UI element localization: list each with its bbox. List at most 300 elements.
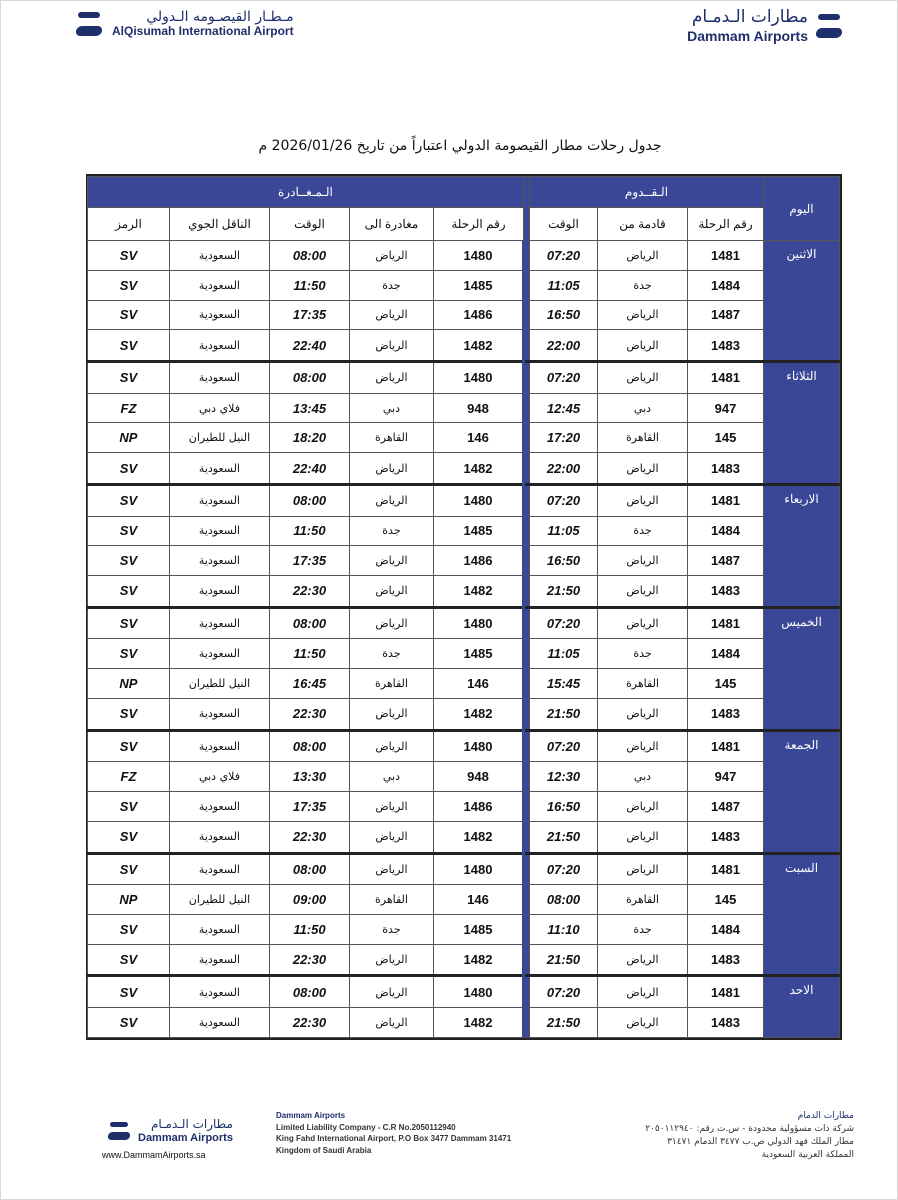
dep-flight-no-cell: 1482	[433, 944, 523, 976]
dep-time-cell: 22:30	[269, 821, 349, 853]
dep-flight-no-cell: 146	[433, 885, 523, 915]
footer-logo-arabic: مطارات الـدمـام	[150, 1117, 233, 1131]
table-row	[87, 270, 839, 300]
dep-to-header: مغادرة الى	[349, 208, 433, 241]
dep-to-cell: الرياض	[349, 241, 433, 271]
dep-time-cell: 17:35	[269, 300, 349, 330]
dep-time-cell: 17:35	[269, 792, 349, 822]
arr-from-cell: دبي	[598, 762, 688, 792]
arr-flight-no-cell: 1481	[688, 241, 764, 271]
dep-time-cell: 08:00	[269, 484, 349, 516]
code-cell: SV	[87, 607, 169, 639]
arr-flight-no-cell: 1483	[688, 821, 764, 853]
dep-time-cell: 22:30	[269, 944, 349, 976]
code-cell: SV	[87, 270, 169, 300]
dep-time-cell: 11:50	[269, 516, 349, 546]
arr-time-cell: 07:20	[529, 607, 597, 639]
carrier-cell: السعودية	[169, 639, 269, 669]
day-cell: الاحد	[764, 976, 840, 1038]
arr-time-cell: 07:20	[529, 976, 597, 1008]
dep-flight-no-cell: 1482	[433, 1008, 523, 1038]
carrier-cell: السعودية	[169, 576, 269, 608]
dep-to-cell: الرياض	[349, 362, 433, 394]
carrier-cell: السعودية	[169, 607, 269, 639]
carrier-cell: النيل للطيران	[169, 423, 269, 453]
arr-flight-no-cell: 145	[688, 423, 764, 453]
arr-flight-no-cell: 145	[688, 885, 764, 915]
arr-from-cell: الرياض	[598, 484, 688, 516]
footer-logo	[100, 1118, 233, 1144]
arr-flight-no-cell: 145	[688, 669, 764, 699]
table-row	[87, 484, 839, 516]
code-cell: SV	[87, 792, 169, 822]
arr-time-cell: 12:45	[529, 393, 597, 423]
footer-en-line: King Fahd International Airport, P.O Box 3477 Dammam 31471	[276, 1134, 512, 1144]
table-row	[87, 1008, 839, 1038]
code-cell: NP	[87, 423, 169, 453]
carrier-cell: السعودية	[169, 792, 269, 822]
arr-flight-no-cell: 1483	[688, 330, 764, 362]
dep-flight-no-cell: 1485	[433, 270, 523, 300]
column-separator	[523, 821, 529, 853]
qisumah-airport-logo	[68, 8, 294, 40]
carrier-cell: السعودية	[169, 976, 269, 1008]
code-cell: SV	[87, 241, 169, 271]
footer-english-address	[276, 1110, 511, 1156]
dep-to-cell: الرياض	[349, 300, 433, 330]
dep-to-cell: جدة	[349, 270, 433, 300]
table-row	[87, 516, 839, 546]
arr-from-cell: الرياض	[598, 241, 688, 271]
arr-from-header: قادمة من	[598, 208, 688, 241]
arr-time-cell: 16:50	[529, 792, 597, 822]
carrier-cell: السعودية	[169, 944, 269, 976]
carrier-cell: السعودية	[169, 1008, 269, 1038]
code-cell: SV	[87, 639, 169, 669]
arr-from-cell: الرياض	[598, 576, 688, 608]
dep-flight-no-cell: 948	[433, 393, 523, 423]
dep-time-cell: 08:00	[269, 853, 349, 885]
arr-from-cell: الرياض	[598, 792, 688, 822]
column-separator	[523, 885, 529, 915]
dep-flight-no-cell: 1480	[433, 976, 523, 1008]
arr-from-cell: الرياض	[598, 362, 688, 394]
dep-flight-no-cell: 1482	[433, 821, 523, 853]
arr-time-cell: 21:50	[529, 821, 597, 853]
dep-time-cell: 13:30	[269, 762, 349, 792]
carrier-cell: السعودية	[169, 362, 269, 394]
arr-from-cell: القاهرة	[598, 885, 688, 915]
arr-time-cell: 12:30	[529, 762, 597, 792]
dep-time-cell: 22:30	[269, 698, 349, 730]
dep-flight-no-cell: 1486	[433, 792, 523, 822]
arr-from-cell: القاهرة	[598, 669, 688, 699]
dep-to-cell: جدة	[349, 639, 433, 669]
table-row	[87, 762, 839, 792]
dep-to-cell: الرياض	[349, 976, 433, 1008]
dep-flight-no-header: رقم الرحلة	[433, 208, 523, 241]
arr-time-cell: 16:50	[529, 300, 597, 330]
table-row	[87, 423, 839, 453]
code-cell: SV	[87, 362, 169, 394]
column-separator	[523, 792, 529, 822]
arr-from-cell: الرياض	[598, 607, 688, 639]
arr-from-cell: الرياض	[598, 300, 688, 330]
arr-flight-no-cell: 1483	[688, 698, 764, 730]
code-cell: SV	[87, 821, 169, 853]
carrier-cell: النيل للطيران	[169, 885, 269, 915]
dep-flight-no-cell: 1482	[433, 698, 523, 730]
footer-logo-english: Dammam Airports	[138, 1131, 233, 1144]
column-separator	[523, 976, 529, 1008]
code-cell: SV	[87, 1008, 169, 1038]
arr-time-cell: 08:00	[529, 885, 597, 915]
arr-from-cell: جدة	[598, 270, 688, 300]
carrier-cell: السعودية	[169, 853, 269, 885]
arr-flight-no-cell: 1484	[688, 270, 764, 300]
arr-time-cell: 11:05	[529, 270, 597, 300]
arr-flight-no-cell: 1487	[688, 546, 764, 576]
dep-flight-no-cell: 1480	[433, 484, 523, 516]
code-cell: SV	[87, 576, 169, 608]
dep-flight-no-cell: 1480	[433, 607, 523, 639]
table-row	[87, 853, 839, 885]
arr-time-cell: 17:20	[529, 423, 597, 453]
dammam-logo-icon	[814, 10, 846, 42]
table-row	[87, 241, 839, 271]
dep-time-cell: 22:30	[269, 1008, 349, 1038]
column-separator	[523, 330, 529, 362]
dep-flight-no-cell: 1482	[433, 576, 523, 608]
table-row	[87, 362, 839, 394]
footer-website: www.DammamAirports.sa	[102, 1150, 206, 1160]
code-header: الرمز	[87, 208, 169, 241]
carrier-cell: فلاي دبي	[169, 762, 269, 792]
dep-time-cell: 16:45	[269, 669, 349, 699]
schedule-title: جدول رحلات مطار القيصومة الدولي اعتباراً من تاريخ 2026/01/26 م	[258, 138, 662, 154]
arr-time-cell: 21:50	[529, 944, 597, 976]
carrier-cell: السعودية	[169, 698, 269, 730]
column-separator	[523, 546, 529, 576]
arr-time-cell: 22:00	[529, 453, 597, 485]
carrier-cell: فلاي دبي	[169, 393, 269, 423]
column-separator	[523, 607, 529, 639]
column-separator	[523, 576, 529, 608]
dep-flight-no-cell: 1486	[433, 546, 523, 576]
day-cell: الاثنين	[764, 241, 840, 362]
dep-time-cell: 09:00	[269, 885, 349, 915]
dep-to-cell: القاهرة	[349, 885, 433, 915]
arrival-header: الـقــدوم	[529, 177, 763, 208]
column-separator	[523, 730, 529, 762]
carrier-cell: النيل للطيران	[169, 669, 269, 699]
day-cell: الثلاثاء	[764, 362, 840, 485]
arr-time-cell: 07:20	[529, 730, 597, 762]
dep-to-cell: الرياض	[349, 546, 433, 576]
dep-to-cell: دبي	[349, 393, 433, 423]
column-separator	[523, 241, 529, 271]
dep-time-cell: 22:30	[269, 576, 349, 608]
arr-flight-no-cell: 1483	[688, 453, 764, 485]
arr-time-cell: 11:10	[529, 914, 597, 944]
dep-flight-no-cell: 1482	[433, 453, 523, 485]
table-row	[87, 393, 839, 423]
arr-from-cell: جدة	[598, 516, 688, 546]
arr-time-cell: 11:05	[529, 639, 597, 669]
code-cell: SV	[87, 330, 169, 362]
arr-flight-no-cell: 1483	[688, 576, 764, 608]
dep-to-cell: الرياض	[349, 484, 433, 516]
code-cell: SV	[87, 914, 169, 944]
footer-en-line: Kingdom of Saudi Arabia	[276, 1145, 372, 1155]
column-separator	[523, 423, 529, 453]
dep-to-cell: جدة	[349, 914, 433, 944]
departure-header: الـمـغــادرة	[87, 177, 523, 208]
table-row	[87, 546, 839, 576]
column-separator	[523, 853, 529, 885]
day-header: اليوم	[764, 177, 840, 241]
arr-time-cell: 07:20	[529, 362, 597, 394]
dep-to-cell: الرياض	[349, 792, 433, 822]
arr-flight-no-cell: 1481	[688, 607, 764, 639]
arr-time-cell: 16:50	[529, 546, 597, 576]
arr-time-cell: 07:20	[529, 484, 597, 516]
arr-time-cell: 21:50	[529, 698, 597, 730]
column-separator	[523, 914, 529, 944]
arr-from-cell: جدة	[598, 914, 688, 944]
footer-en-line: Limited Liability Company - C.R No.2050112940	[276, 1122, 456, 1132]
column-separator	[523, 1008, 529, 1038]
arr-time-header: الوقت	[529, 208, 597, 241]
arr-flight-no-cell: 1483	[688, 1008, 764, 1038]
arr-flight-no-cell: 1487	[688, 300, 764, 330]
dep-time-cell: 11:50	[269, 270, 349, 300]
table-row	[87, 607, 839, 639]
dep-flight-no-cell: 948	[433, 762, 523, 792]
carrier-cell: السعودية	[169, 330, 269, 362]
arr-time-cell: 21:50	[529, 576, 597, 608]
table-row	[87, 453, 839, 485]
footer-en-line: Dammam Airports	[276, 1111, 346, 1120]
table-row	[87, 330, 839, 362]
dep-flight-no-cell: 1486	[433, 300, 523, 330]
arr-flight-no-cell: 947	[688, 762, 764, 792]
code-cell: NP	[87, 669, 169, 699]
table-row	[87, 639, 839, 669]
code-cell: SV	[87, 484, 169, 516]
dep-time-cell: 08:00	[269, 241, 349, 271]
dammam-logo-english: Dammam Airports	[687, 27, 808, 44]
footer-logo-icon	[106, 1118, 132, 1144]
code-cell: SV	[87, 546, 169, 576]
arr-time-cell: 15:45	[529, 669, 597, 699]
dep-to-cell: الرياض	[349, 944, 433, 976]
carrier-cell: السعودية	[169, 300, 269, 330]
arr-from-cell: الرياض	[598, 976, 688, 1008]
column-separator	[523, 639, 529, 669]
code-cell: FZ	[87, 393, 169, 423]
column-separator	[523, 669, 529, 699]
code-cell: SV	[87, 516, 169, 546]
footer-arabic-address	[645, 1110, 854, 1162]
column-separator	[523, 453, 529, 485]
arr-from-cell: الرياض	[598, 730, 688, 762]
carrier-cell: السعودية	[169, 546, 269, 576]
arr-flight-no-cell: 947	[688, 393, 764, 423]
carrier-cell: السعودية	[169, 914, 269, 944]
day-cell: الاربعاء	[764, 484, 840, 607]
column-separator	[523, 698, 529, 730]
arr-from-cell: الرياض	[598, 821, 688, 853]
arr-flight-no-cell: 1481	[688, 976, 764, 1008]
dep-to-cell: الرياض	[349, 1008, 433, 1038]
arr-from-cell: جدة	[598, 639, 688, 669]
column-separator	[523, 393, 529, 423]
arr-flight-no-cell: 1483	[688, 944, 764, 976]
code-cell: SV	[87, 698, 169, 730]
carrier-cell: السعودية	[169, 821, 269, 853]
arr-time-cell: 07:20	[529, 853, 597, 885]
column-separator	[523, 362, 529, 394]
dep-flight-no-cell: 1480	[433, 241, 523, 271]
qisumah-logo-english: AlQisumah International Airport	[112, 24, 294, 39]
column-separator	[523, 762, 529, 792]
dep-flight-no-cell: 1482	[433, 330, 523, 362]
arr-flight-no-cell: 1484	[688, 639, 764, 669]
dep-to-cell: الرياض	[349, 453, 433, 485]
column-separator	[523, 270, 529, 300]
dep-to-cell: الرياض	[349, 330, 433, 362]
dep-to-cell: الرياض	[349, 698, 433, 730]
day-cell: الخميس	[764, 607, 840, 730]
code-cell: FZ	[87, 762, 169, 792]
carrier-cell: السعودية	[169, 730, 269, 762]
arr-from-cell: الرياض	[598, 853, 688, 885]
arr-flight-no-cell: 1481	[688, 853, 764, 885]
dammam-logo-arabic: مطارات الـدمـام	[691, 7, 808, 27]
footer-ar-line: مطار الملك فهد الدولي ص.ب ٣٤٧٧ الدمام ٣١٤٧١	[667, 1137, 854, 1148]
dammam-airports-logo	[687, 8, 852, 44]
code-cell: SV	[87, 976, 169, 1008]
carrier-cell: السعودية	[169, 270, 269, 300]
table-row	[87, 976, 839, 1008]
code-cell: NP	[87, 885, 169, 915]
carrier-header: الناقل الجوي	[169, 208, 269, 241]
dep-flight-no-cell: 1485	[433, 639, 523, 669]
arr-flight-no-cell: 1484	[688, 516, 764, 546]
arr-from-cell: الرياض	[598, 330, 688, 362]
qisumah-logo-arabic: مـطـار القيصـومه الـدولي	[146, 9, 294, 26]
day-cell: السبت	[764, 853, 840, 976]
arr-from-cell: الرياض	[598, 698, 688, 730]
table-row	[87, 821, 839, 853]
dep-to-cell: الرياض	[349, 853, 433, 885]
arr-flight-no-cell: 1487	[688, 792, 764, 822]
arr-from-cell: الرياض	[598, 944, 688, 976]
table-row	[87, 669, 839, 699]
arr-time-cell: 22:00	[529, 330, 597, 362]
carrier-cell: السعودية	[169, 516, 269, 546]
carrier-cell: السعودية	[169, 484, 269, 516]
code-cell: SV	[87, 453, 169, 485]
dep-flight-no-cell: 1485	[433, 914, 523, 944]
arr-flight-no-header: رقم الرحلة	[688, 208, 764, 241]
arr-from-cell: القاهرة	[598, 423, 688, 453]
table-row	[87, 576, 839, 608]
dep-flight-no-cell: 1485	[433, 516, 523, 546]
arr-flight-no-cell: 1484	[688, 914, 764, 944]
dep-to-cell: الرياض	[349, 576, 433, 608]
arr-flight-no-cell: 1481	[688, 484, 764, 516]
dep-to-cell: الرياض	[349, 821, 433, 853]
dep-flight-no-cell: 1480	[433, 730, 523, 762]
table-row	[87, 730, 839, 762]
dep-flight-no-cell: 146	[433, 669, 523, 699]
dep-to-cell: القاهرة	[349, 423, 433, 453]
day-cell: الجمعة	[764, 730, 840, 853]
footer-ar-line: المملكة العربية السعودية	[761, 1150, 854, 1161]
table-row	[87, 792, 839, 822]
arr-time-cell: 07:20	[529, 241, 597, 271]
dep-time-cell: 08:00	[269, 362, 349, 394]
carrier-cell: السعودية	[169, 241, 269, 271]
table-row	[87, 914, 839, 944]
column-separator	[523, 944, 529, 976]
column-separator	[523, 300, 529, 330]
footer-ar-line: شركة ذات مسؤولية محدودة - س.ت رقم: ٢٠٥٠١١٢٩٤٠	[645, 1124, 854, 1135]
arr-flight-no-cell: 1481	[688, 730, 764, 762]
arr-time-cell: 11:05	[529, 516, 597, 546]
dep-time-cell: 11:50	[269, 639, 349, 669]
schedule-body	[87, 241, 839, 1038]
arr-flight-no-cell: 1481	[688, 362, 764, 394]
dep-time-cell: 08:00	[269, 607, 349, 639]
table-row	[87, 885, 839, 915]
dep-to-cell: الرياض	[349, 730, 433, 762]
dep-to-cell: جدة	[349, 516, 433, 546]
dep-time-header: الوقت	[269, 208, 349, 241]
dep-to-cell: دبي	[349, 762, 433, 792]
dep-time-cell: 17:35	[269, 546, 349, 576]
dep-time-cell: 18:20	[269, 423, 349, 453]
code-cell: SV	[87, 300, 169, 330]
dep-time-cell: 22:40	[269, 453, 349, 485]
arr-from-cell: الرياض	[598, 546, 688, 576]
table-row	[87, 944, 839, 976]
qisumah-logo-icon	[74, 8, 106, 40]
flight-schedule-table	[86, 174, 842, 1040]
arr-from-cell: الرياض	[598, 453, 688, 485]
dep-flight-no-cell: 146	[433, 423, 523, 453]
dep-time-cell: 13:45	[269, 393, 349, 423]
dep-flight-no-cell: 1480	[433, 853, 523, 885]
dep-flight-no-cell: 1480	[433, 362, 523, 394]
footer	[86, 1108, 866, 1168]
arr-from-cell: الرياض	[598, 1008, 688, 1038]
dep-to-cell: القاهرة	[349, 669, 433, 699]
code-cell: SV	[87, 730, 169, 762]
dep-time-cell: 08:00	[269, 730, 349, 762]
table-row	[87, 300, 839, 330]
column-separator	[523, 484, 529, 516]
column-separator	[523, 516, 529, 546]
arr-time-cell: 21:50	[529, 1008, 597, 1038]
dep-time-cell: 11:50	[269, 914, 349, 944]
dep-time-cell: 08:00	[269, 976, 349, 1008]
dep-time-cell: 22:40	[269, 330, 349, 362]
footer-ar-line: مطارات الدمام	[797, 1111, 854, 1121]
table-row	[87, 698, 839, 730]
